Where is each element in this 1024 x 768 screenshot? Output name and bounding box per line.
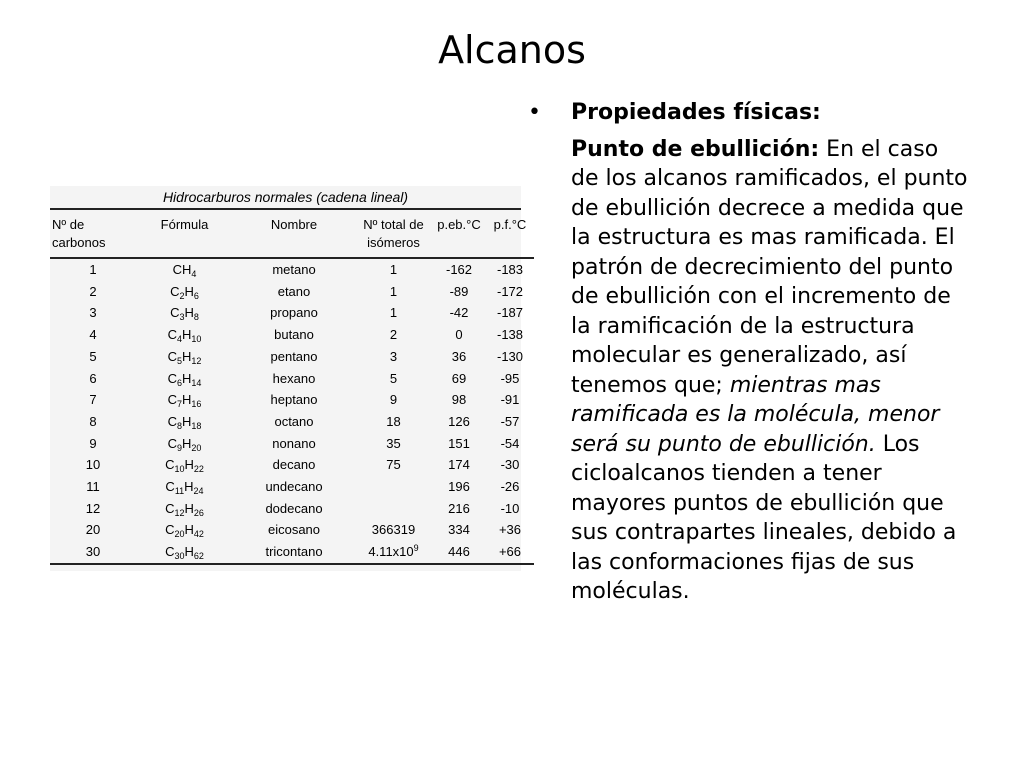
cell-isomers: 35 bbox=[386, 435, 401, 451]
formula-part: H bbox=[182, 370, 192, 386]
formula-part: H bbox=[182, 392, 192, 408]
cell-formula bbox=[136, 302, 233, 324]
cell-formula bbox=[136, 454, 233, 476]
formula-part: H bbox=[184, 522, 194, 538]
boiling-point-paragraph bbox=[528, 135, 968, 607]
cell-boiling-point: 69 bbox=[451, 370, 467, 386]
formula-part: H bbox=[182, 327, 192, 343]
cell-boiling-point: 151 bbox=[448, 435, 470, 451]
cell-boiling-point: 334 bbox=[448, 522, 470, 538]
bullet-icon: • bbox=[528, 100, 541, 125]
bullet-heading: Propiedades físicas: bbox=[571, 100, 821, 125]
table-row bbox=[50, 541, 534, 564]
cell-boiling-point: 174 bbox=[448, 457, 470, 473]
cell-isomers bbox=[355, 476, 432, 498]
cell-formula bbox=[136, 498, 233, 520]
formula-part: H bbox=[182, 435, 192, 451]
formula-part: 10 bbox=[191, 334, 202, 345]
header-formula: Fórmula bbox=[160, 217, 209, 232]
cell-melting-point: -54 bbox=[500, 435, 520, 451]
cell-carbons: 9 bbox=[89, 435, 97, 451]
cell-name: hexano bbox=[272, 370, 316, 386]
cell-melting-point: -130 bbox=[496, 348, 524, 364]
cell-boiling-point: 196 bbox=[448, 479, 470, 495]
formula-part: 26 bbox=[193, 507, 204, 518]
table-body bbox=[50, 258, 534, 564]
cell-melting-point: -95 bbox=[500, 370, 520, 386]
header-carbons: Nº de carbonos bbox=[52, 217, 106, 250]
formula-part: C bbox=[165, 500, 175, 516]
cell-name: tricontano bbox=[265, 544, 323, 560]
table-row bbox=[50, 433, 534, 455]
cell-name: octano bbox=[274, 413, 314, 429]
cell-melting-point: -30 bbox=[500, 457, 520, 473]
table-row bbox=[50, 258, 534, 281]
formula-part: 4.11x10 bbox=[368, 544, 414, 560]
formula-part: C bbox=[167, 327, 177, 343]
cell-carbons: 6 bbox=[89, 370, 97, 386]
cell-carbons: 7 bbox=[89, 392, 97, 408]
cell-formula bbox=[136, 281, 233, 303]
cell-formula bbox=[136, 519, 233, 541]
cell-isomers: 18 bbox=[386, 413, 401, 429]
formula-part: 22 bbox=[193, 464, 204, 475]
bullet-item bbox=[528, 98, 968, 128]
paragraph-italic: mientras mas ramificada es la molécula, menor será su punto de ebullición. bbox=[571, 372, 940, 457]
cell-name: nonano bbox=[272, 435, 316, 451]
cell-formula bbox=[136, 411, 233, 433]
formula-part: 8 bbox=[193, 312, 199, 323]
cell-formula bbox=[136, 389, 233, 411]
cell-isomers: 3 bbox=[389, 348, 398, 364]
cell-melting-point: -172 bbox=[496, 283, 524, 299]
header-melting-point: p.f.°C bbox=[493, 217, 527, 232]
formula-part: C bbox=[167, 370, 177, 386]
cell-boiling-point: 36 bbox=[451, 348, 467, 364]
formula-part: 12 bbox=[191, 355, 202, 366]
cell-boiling-point: 98 bbox=[451, 392, 467, 408]
formula-part: CH bbox=[172, 262, 192, 277]
cell-boiling-point: 126 bbox=[448, 413, 470, 429]
cell-formula bbox=[136, 324, 233, 346]
cell-melting-point: -91 bbox=[500, 392, 520, 408]
table-row bbox=[50, 476, 534, 498]
cell-name: undecano bbox=[265, 479, 323, 495]
formula-part: 8 bbox=[176, 420, 182, 431]
formula-part: 7 bbox=[176, 399, 182, 410]
formula-part: C bbox=[170, 283, 180, 299]
formula-part: 9 bbox=[176, 442, 182, 453]
cell-boiling-point: -42 bbox=[449, 305, 469, 321]
cell-name: decano bbox=[272, 457, 316, 473]
formula-part: 20 bbox=[174, 529, 185, 540]
header-isomers-line1: Nº total de bbox=[363, 217, 424, 232]
cell-isomers bbox=[355, 498, 432, 520]
cell-formula bbox=[136, 541, 233, 564]
paragraph-text-1: En el caso de los alcanos ramificados, el punto de ebullición decrece a medida que la estructura es mas ramificada. El patrón de decrecimiento del punto de ebullición con el incremento de la ramificación de la estructura molecular es generalizado, así tenemos que; bbox=[571, 136, 968, 398]
cell-melting-point: -10 bbox=[500, 500, 520, 516]
cell-melting-point: +66 bbox=[498, 544, 522, 560]
paragraph-label: Punto de ebullición: bbox=[571, 136, 820, 162]
formula-part: 4 bbox=[191, 269, 197, 279]
cell-boiling-point: -162 bbox=[445, 262, 473, 277]
formula-part: H bbox=[184, 500, 194, 516]
cell-name: propano bbox=[270, 305, 318, 321]
formula-part: C bbox=[167, 435, 177, 451]
cell-melting-point: -26 bbox=[500, 479, 520, 495]
cell-name: etano bbox=[277, 283, 311, 299]
header-isomers bbox=[355, 210, 432, 258]
formula-part: 14 bbox=[191, 377, 202, 388]
hydrocarbon-table bbox=[50, 210, 534, 565]
table-row bbox=[50, 454, 534, 476]
cell-melting-point: +36 bbox=[498, 522, 522, 538]
cell-name: dodecano bbox=[265, 500, 323, 516]
formula-part: H bbox=[184, 457, 194, 473]
cell-formula bbox=[136, 433, 233, 455]
content-block bbox=[528, 98, 968, 607]
table-row bbox=[50, 389, 534, 411]
formula-part: 366319 bbox=[371, 522, 416, 538]
formula-part: C bbox=[165, 457, 175, 473]
cell-isomers: 1 bbox=[389, 262, 398, 277]
cell-name: heptano bbox=[270, 392, 318, 408]
table-row bbox=[50, 368, 534, 390]
formula-part: 10 bbox=[174, 464, 185, 475]
cell-isomers: 75 bbox=[386, 457, 401, 473]
formula-part: C bbox=[165, 479, 175, 495]
table-row bbox=[50, 411, 534, 433]
formula-part: 6 bbox=[193, 290, 199, 301]
cell-name: pentano bbox=[270, 348, 318, 364]
table-row bbox=[50, 281, 534, 303]
header-isomers-line2: isómeros bbox=[367, 235, 420, 250]
formula-part: C bbox=[167, 348, 177, 364]
cell-melting-point: -187 bbox=[496, 305, 524, 321]
formula-part: 2 bbox=[179, 290, 185, 301]
table-row bbox=[50, 324, 534, 346]
cell-boiling-point: 0 bbox=[455, 327, 463, 343]
formula-part: 30 bbox=[174, 551, 185, 562]
formula-part: 42 bbox=[193, 529, 204, 540]
cell-carbons: 20 bbox=[85, 522, 101, 538]
cell-carbons: 8 bbox=[89, 413, 97, 429]
formula-part: 6 bbox=[176, 377, 182, 388]
cell-isomers: 1 bbox=[389, 283, 398, 299]
formula-part: 24 bbox=[193, 486, 204, 497]
cell-isomers: 2 bbox=[389, 327, 398, 343]
table-row bbox=[50, 519, 534, 541]
cell-formula bbox=[136, 476, 233, 498]
table-row bbox=[50, 302, 534, 324]
cell-isomers bbox=[355, 519, 432, 541]
formula-part: H bbox=[184, 479, 194, 495]
slide-title: Alcanos bbox=[438, 28, 586, 72]
cell-name: metano bbox=[272, 262, 316, 277]
formula-part: 5 bbox=[176, 355, 182, 366]
cell-carbons: 1 bbox=[89, 262, 97, 277]
cell-carbons: 3 bbox=[89, 305, 97, 321]
cell-formula bbox=[136, 368, 233, 390]
formula-part: 11 bbox=[174, 486, 185, 497]
cell-name: eicosano bbox=[267, 522, 321, 538]
formula-part: 4 bbox=[176, 334, 182, 345]
formula-part: 20 bbox=[191, 442, 202, 453]
formula-part: 3 bbox=[179, 312, 185, 323]
cell-isomers: 9 bbox=[389, 392, 398, 408]
cell-melting-point: -138 bbox=[496, 327, 524, 343]
formula-part: 12 bbox=[174, 507, 185, 518]
formula-part: 16 bbox=[191, 399, 202, 410]
hydrocarbon-table-image bbox=[50, 186, 527, 571]
paragraph-text-2: Los cicloalcanos tienden a tener mayores puntos de ebullición que sus contrapartes lineales, debido a las conformaciones fijas de sus moléculas. bbox=[571, 431, 957, 604]
cell-carbons: 30 bbox=[85, 544, 101, 560]
cell-carbons: 2 bbox=[89, 283, 97, 299]
formula-part: C bbox=[167, 392, 177, 408]
formula-part: H bbox=[182, 413, 192, 429]
cell-formula bbox=[136, 258, 233, 281]
table-caption: Hidrocarburos normales (cadena lineal) bbox=[50, 186, 521, 210]
formula-part: H bbox=[184, 283, 194, 299]
cell-formula bbox=[136, 346, 233, 368]
formula-part: C bbox=[165, 544, 175, 560]
cell-isomers bbox=[355, 541, 432, 564]
formula-part: H bbox=[184, 544, 194, 560]
formula-part: 18 bbox=[191, 420, 202, 431]
formula-part: H bbox=[184, 305, 194, 321]
cell-melting-point: -183 bbox=[496, 262, 524, 277]
cell-carbons: 11 bbox=[86, 479, 100, 495]
cell-boiling-point: 446 bbox=[448, 544, 470, 560]
cell-carbons: 12 bbox=[85, 500, 101, 516]
cell-isomers: 5 bbox=[389, 370, 398, 386]
formula-part: C bbox=[170, 305, 180, 321]
cell-boiling-point: -89 bbox=[449, 283, 469, 299]
cell-isomers: 1 bbox=[389, 305, 398, 321]
cell-carbons: 5 bbox=[89, 348, 97, 364]
table-row bbox=[50, 346, 534, 368]
formula-part: C bbox=[165, 522, 175, 538]
header-boiling-point: p.eb.°C bbox=[437, 217, 481, 232]
cell-name: butano bbox=[274, 327, 314, 343]
cell-boiling-point: 216 bbox=[448, 500, 470, 516]
formula-part: H bbox=[182, 348, 192, 364]
cell-carbons: 4 bbox=[89, 327, 97, 343]
formula-part: C bbox=[167, 413, 177, 429]
formula-part: 62 bbox=[193, 551, 204, 562]
table-header-row bbox=[50, 210, 534, 258]
cell-melting-point: -57 bbox=[500, 413, 520, 429]
table-row bbox=[50, 498, 534, 520]
formula-part: 9 bbox=[413, 543, 419, 554]
cell-carbons: 10 bbox=[85, 457, 101, 473]
header-name: Nombre bbox=[270, 217, 318, 232]
